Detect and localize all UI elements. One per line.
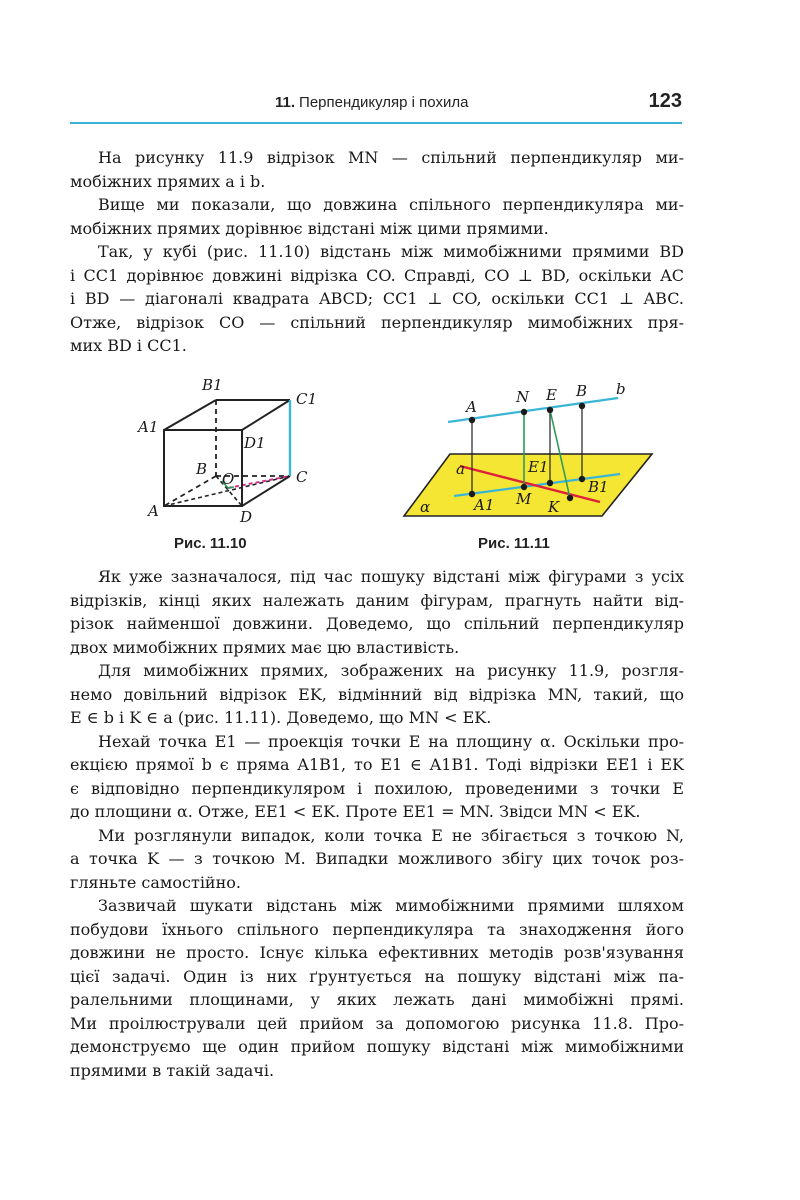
point xyxy=(547,407,553,413)
figures xyxy=(120,362,680,562)
text-line: мобіжних прямих a і b. xyxy=(70,171,266,191)
page-number: 123 xyxy=(648,90,682,112)
label-b1: B1 xyxy=(588,478,609,496)
label-d1: D1 xyxy=(244,434,266,452)
text-line: немо довільний відрізок EK, відмінний від відрізка MN, такий, що xyxy=(70,684,684,704)
section-number: 11. xyxy=(275,94,296,111)
text-line: відрізків, кінці яких належать даним фігурам, прагнуть найти від- xyxy=(70,590,684,610)
label-line-a: a xyxy=(456,460,465,478)
text-line: різок найменшої довжини. Доведемо, що спільний перпендикуляр xyxy=(70,614,684,633)
cube-edge xyxy=(164,400,216,430)
label-a1: A1 xyxy=(138,418,159,436)
text-line: прямими в такій задачі. xyxy=(70,1060,275,1080)
label-k: K xyxy=(548,498,560,516)
label-e: E xyxy=(546,386,557,404)
text-line: Так, у кубі (рис. 11.10) відстань між мимобіжними прямими BD xyxy=(98,242,684,261)
cube-edge-hidden xyxy=(164,476,216,506)
label-b: B xyxy=(196,460,208,478)
label-o: O xyxy=(222,470,235,488)
text-line: демонструємо ще один прийом пошуку відстані між мимобіжними xyxy=(70,1037,684,1056)
text-line: Ми розглянули випадок, коли точка E не збігається з точкою N, xyxy=(98,825,684,845)
label-a: A xyxy=(148,502,159,520)
page-header xyxy=(70,92,682,124)
text-line: Як уже зазначалося, під час пошуку відстані між фігурами з усіх xyxy=(98,567,684,586)
section-title xyxy=(275,94,468,111)
text-line: довжини не просто. Існує кілька ефективних методів розв'язування xyxy=(70,943,684,962)
label-m: M xyxy=(516,490,532,508)
label-a1: A1 xyxy=(474,496,495,514)
text-line: є відповідно перпендикуляром і похилою, проведеними з точки E xyxy=(70,778,684,798)
text-line: Вище ми показали, що довжина спільного перпендикуляра ми- xyxy=(98,195,684,214)
point xyxy=(579,403,585,409)
text-line: ралельними площинами, у яких лежать дані мимобіжні прямі. xyxy=(70,990,684,1009)
text-block-bottom xyxy=(70,565,684,1082)
text-line: Зазвичай шукати відстань між мимобіжними прямими шляхом xyxy=(98,896,684,915)
cube-edge xyxy=(242,400,290,430)
label-n: N xyxy=(516,388,530,406)
text-line: мобіжних прямих дорівнює відстані між цими прямими. xyxy=(70,218,549,238)
point xyxy=(567,495,573,501)
text-line: Ми проілюстрували цей прийом за допомогою рисунка 11.8. Про- xyxy=(70,1013,684,1033)
label-a: A xyxy=(466,398,477,416)
label-d: D xyxy=(240,508,253,526)
point xyxy=(579,476,585,482)
label-alpha: α xyxy=(420,498,431,516)
text-line: Для мимобіжних прямих, зображених на рисунку 11.9, розгля- xyxy=(98,661,684,680)
text-line: двох мимобіжних прямих має цю властивість. xyxy=(70,637,460,657)
text-line: побудови їхнього спільного перпендикуляра та знаходження його xyxy=(70,919,684,939)
text-line: цієї задачі. Один із них ґрунтується на пошуку відстані між па- xyxy=(70,966,684,986)
text-line: і CC1 дорівнює довжині відрізка CO. Справді, CO ⊥ BD, оскільки AC xyxy=(70,265,684,285)
label-c1: C1 xyxy=(296,390,318,408)
label-e1: E1 xyxy=(528,458,549,476)
label-b1: B1 xyxy=(202,376,223,394)
section-title-text: Перпендикуляр і похила xyxy=(299,94,469,111)
figure-caption-11-10: Рис. 11.10 xyxy=(174,535,247,552)
text-line: мих BD і CC1. xyxy=(70,336,187,355)
point xyxy=(521,409,527,415)
text-line: На рисунку 11.9 відрізок MN — спільний перпендикуляр ми- xyxy=(98,148,684,167)
point xyxy=(469,417,475,423)
text-line: Отже, відрізок CO — спільний перпендикуляр мимобіжних пря- xyxy=(70,312,684,332)
label-c: C xyxy=(296,468,308,486)
label-b: B xyxy=(576,382,588,400)
point xyxy=(547,480,553,486)
text-block-top xyxy=(70,146,684,358)
text-line: E ∈ b і K ∈ a (рис. 11.11). Доведемо, що MN < EK. xyxy=(70,708,492,727)
figure-caption-11-11: Рис. 11.11 xyxy=(478,535,550,552)
label-line-b: b xyxy=(616,380,626,398)
cube-figure xyxy=(130,370,350,530)
text-line: і BD — діагоналі квадрата ABCD; CC1 ⊥ CO, оскільки CC1 ⊥ ABC. xyxy=(70,289,684,308)
skew-lines-figure xyxy=(400,370,680,530)
text-line: екцією прямої b є пряма A1B1, то E1 ∈ A1B1. Тоді відрізки EE1 і EK xyxy=(70,755,684,774)
text-line: а точка K — з точкою M. Випадки можливого збігу цих точок роз- xyxy=(70,849,684,868)
text-line: Нехай точка E1 — проекція точки E на площину α. Оскільки прo- xyxy=(98,731,684,751)
text-line: гляньте самостійно. xyxy=(70,872,241,892)
text-line: до площини α. Отже, EE1 < EK. Проте EE1 = MN. Звідси MN < EK. xyxy=(70,802,641,821)
